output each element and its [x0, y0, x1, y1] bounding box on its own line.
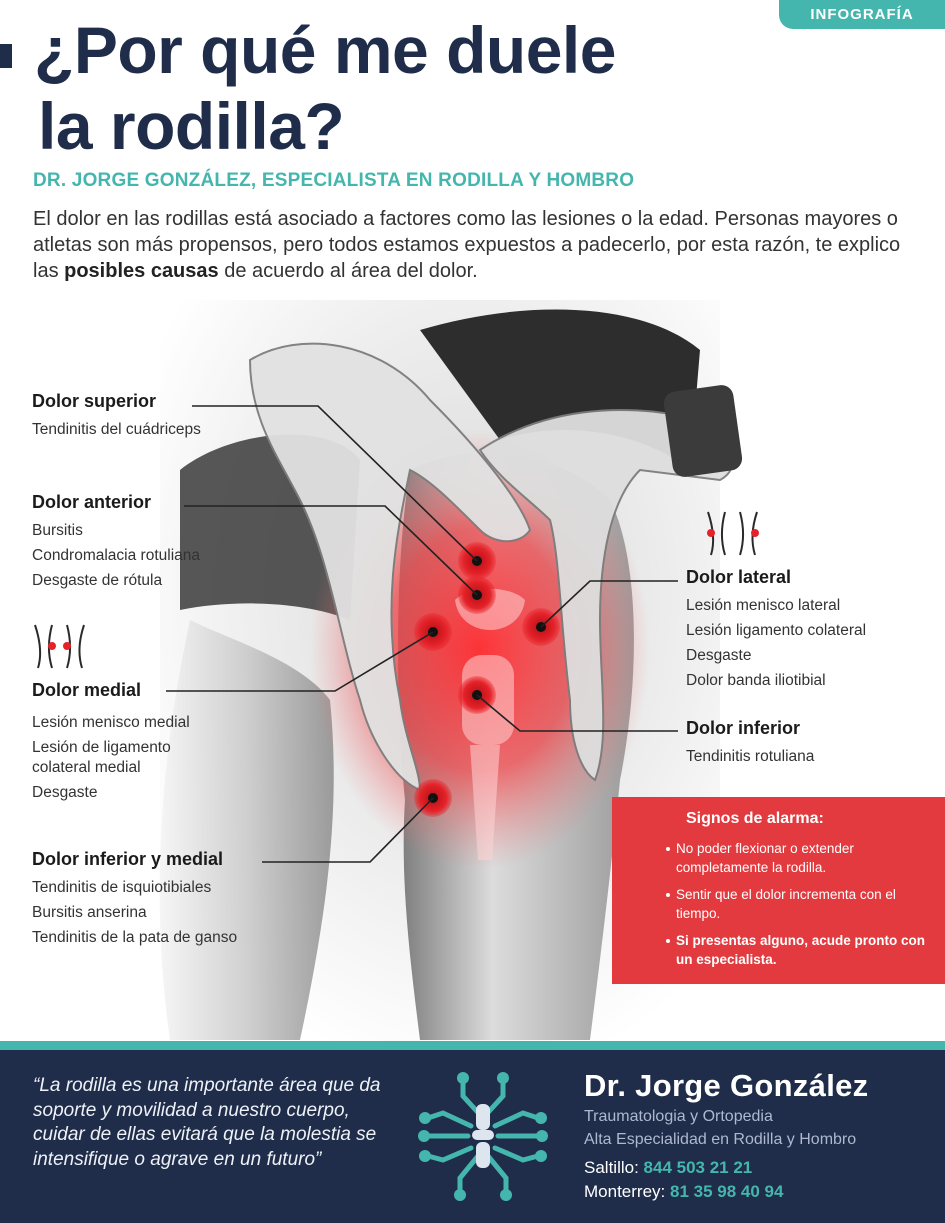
pain-area-item: Condromalacia rotuliana — [32, 547, 201, 564]
pain-area-superior — [32, 391, 201, 442]
pain-area-title: Dolor anterior — [32, 492, 152, 512]
footer-quote: “La rodilla es una importante área que da soporte y movilidad a nuestro cuerpo, cuidar de ellas evitará que la molestia se intensifique o agrave en un futuro” — [33, 1075, 381, 1170]
knee-medial-icon — [35, 625, 84, 668]
phone-number[interactable]: 844 503 21 21 — [643, 1158, 753, 1177]
title-line-2: la rodilla? — [38, 89, 345, 163]
alarm-signs-box — [612, 797, 945, 984]
city-label: Saltillo: — [584, 1158, 639, 1177]
pain-area-item: colateral medial — [32, 759, 141, 776]
pain-area-medial — [32, 680, 190, 805]
intro-paragraph — [33, 206, 928, 284]
title-line-1: ¿Por qué me duele — [34, 13, 616, 87]
pain-area-item: Desgaste — [686, 647, 752, 664]
pain-area-item: Lesión ligamento colateral — [686, 622, 867, 639]
title-accent-bar — [0, 44, 12, 68]
pain-area-lateral — [686, 567, 866, 693]
doctor-name: Dr. Jorge González — [584, 1068, 869, 1103]
pain-area-item: Bursitis — [32, 522, 83, 539]
page-subtitle: DR. JORGE GONZÁLEZ, ESPECIALISTA EN RODILLA Y HOMBRO — [33, 170, 635, 191]
alarm-item-emphasis: Si presentas alguno, acude pronto con un especialista. — [676, 931, 936, 969]
pain-area-title: Dolor lateral — [686, 567, 792, 587]
footer-accent-stripe — [0, 1041, 945, 1050]
page-title — [34, 12, 616, 164]
doctor-specialty: Traumatologia y Ortopedia — [584, 1108, 773, 1125]
pain-area-item: Bursitis anserina — [32, 904, 147, 921]
pain-area-item: Tendinitis rotuliana — [686, 748, 815, 765]
pain-area-item: Lesión menisco lateral — [686, 597, 841, 614]
alarm-item: Sentir que el dolor incrementa con el tiempo. — [676, 885, 936, 923]
pain-area-item: Desgaste de rótula — [32, 572, 163, 589]
pain-area-inferior — [686, 718, 814, 769]
pain-area-title: Dolor medial — [32, 680, 142, 700]
pain-area-item: Tendinitis de isquiotibiales — [32, 879, 212, 896]
pain-area-inferior-medial — [32, 849, 237, 950]
phone-number[interactable]: 81 35 98 40 94 — [669, 1182, 784, 1201]
pain-area-item: Desgaste — [32, 784, 98, 801]
pain-area-item: Lesión de ligamento — [32, 739, 171, 756]
pain-area-title: Dolor superior — [32, 391, 157, 411]
pain-area-item: Tendinitis del cuádriceps — [32, 421, 201, 438]
phone-saltillo — [584, 1158, 752, 1178]
phone-monterrey — [584, 1182, 783, 1202]
alarm-title: Signos de alarma: — [686, 810, 824, 827]
city-label: Monterrey: — [584, 1182, 666, 1201]
intro-text-before: El dolor en las rodillas está asociado a factores como las lesiones o la edad. Personas mayores o atletas son más propensos, pero todos estamos expuestos a padecerlo, por esta razón, te explico las — [33, 208, 901, 282]
pain-area-item: Dolor banda iliotibial — [686, 672, 826, 689]
pain-area-item: Tendinitis de la pata de ganso — [32, 929, 238, 946]
pain-area-title: Dolor inferior y medial — [32, 849, 224, 869]
intro-text-bold: posibles causas — [64, 260, 219, 282]
pain-area-anterior — [32, 492, 200, 593]
alarm-item: No poder flexionar o extender completamente la rodilla. — [676, 839, 936, 877]
intro-text-after: de acuerdo al área del dolor. — [218, 260, 478, 282]
pain-area-title: Dolor inferior — [686, 718, 801, 738]
infografia-tag: INFOGRAFÍA — [779, 0, 945, 29]
joint-logo-icon — [408, 1068, 558, 1203]
pain-area-item: Lesión menisco medial — [32, 714, 190, 731]
doctor-subspecialty: Alta Especialidad en Rodilla y Hombro — [584, 1131, 857, 1148]
